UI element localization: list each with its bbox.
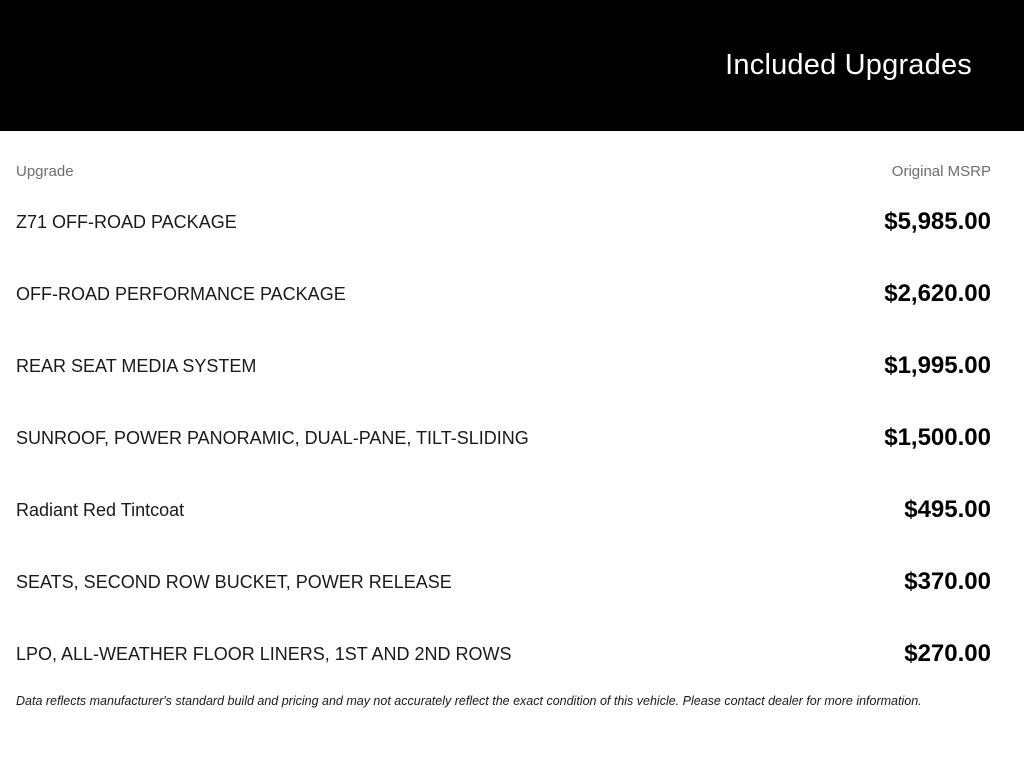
upgrade-name: Z71 OFF-ROAD PACKAGE bbox=[16, 211, 237, 232]
table-row bbox=[16, 546, 991, 618]
upgrades-content bbox=[0, 131, 1024, 709]
upgrade-name: REAR SEAT MEDIA SYSTEM bbox=[16, 355, 257, 376]
table-row bbox=[16, 618, 991, 690]
upgrade-msrp: $1,500.00 bbox=[884, 424, 991, 451]
table-header-row bbox=[16, 131, 991, 186]
upgrade-msrp: $2,620.00 bbox=[884, 280, 991, 307]
upgrade-msrp: $270.00 bbox=[904, 640, 991, 667]
table-row bbox=[16, 330, 991, 402]
upgrade-name: OFF-ROAD PERFORMANCE PACKAGE bbox=[16, 283, 346, 304]
column-header-original-msrp: Original MSRP bbox=[891, 163, 991, 180]
upgrade-name: SEATS, SECOND ROW BUCKET, POWER RELEASE bbox=[16, 571, 452, 592]
upgrade-msrp: $5,985.00 bbox=[884, 208, 991, 235]
upgrade-name: Radiant Red Tintcoat bbox=[16, 499, 185, 520]
column-header-upgrade: Upgrade bbox=[16, 163, 74, 180]
page-title: Included Upgrades bbox=[725, 49, 972, 81]
table-row bbox=[16, 186, 991, 258]
table-row bbox=[16, 402, 991, 474]
upgrade-msrp: $495.00 bbox=[904, 496, 991, 523]
table-row bbox=[16, 258, 991, 330]
disclaimer-text: Data reflects manufacturer's standard build and pricing and may not accurately reflect the exact condition of this vehicle. Please contact dealer for more information. bbox=[16, 694, 922, 708]
upgrade-msrp: $1,995.00 bbox=[884, 352, 991, 379]
header-banner bbox=[0, 0, 1024, 131]
upgrade-msrp: $370.00 bbox=[904, 568, 991, 595]
upgrade-name: SUNROOF, POWER PANORAMIC, DUAL-PANE, TILT-SLIDING bbox=[16, 427, 529, 448]
upgrades-table bbox=[16, 131, 991, 690]
upgrade-name: LPO, ALL-WEATHER FLOOR LINERS, 1ST AND 2ND ROWS bbox=[16, 643, 512, 664]
table-row bbox=[16, 474, 991, 546]
